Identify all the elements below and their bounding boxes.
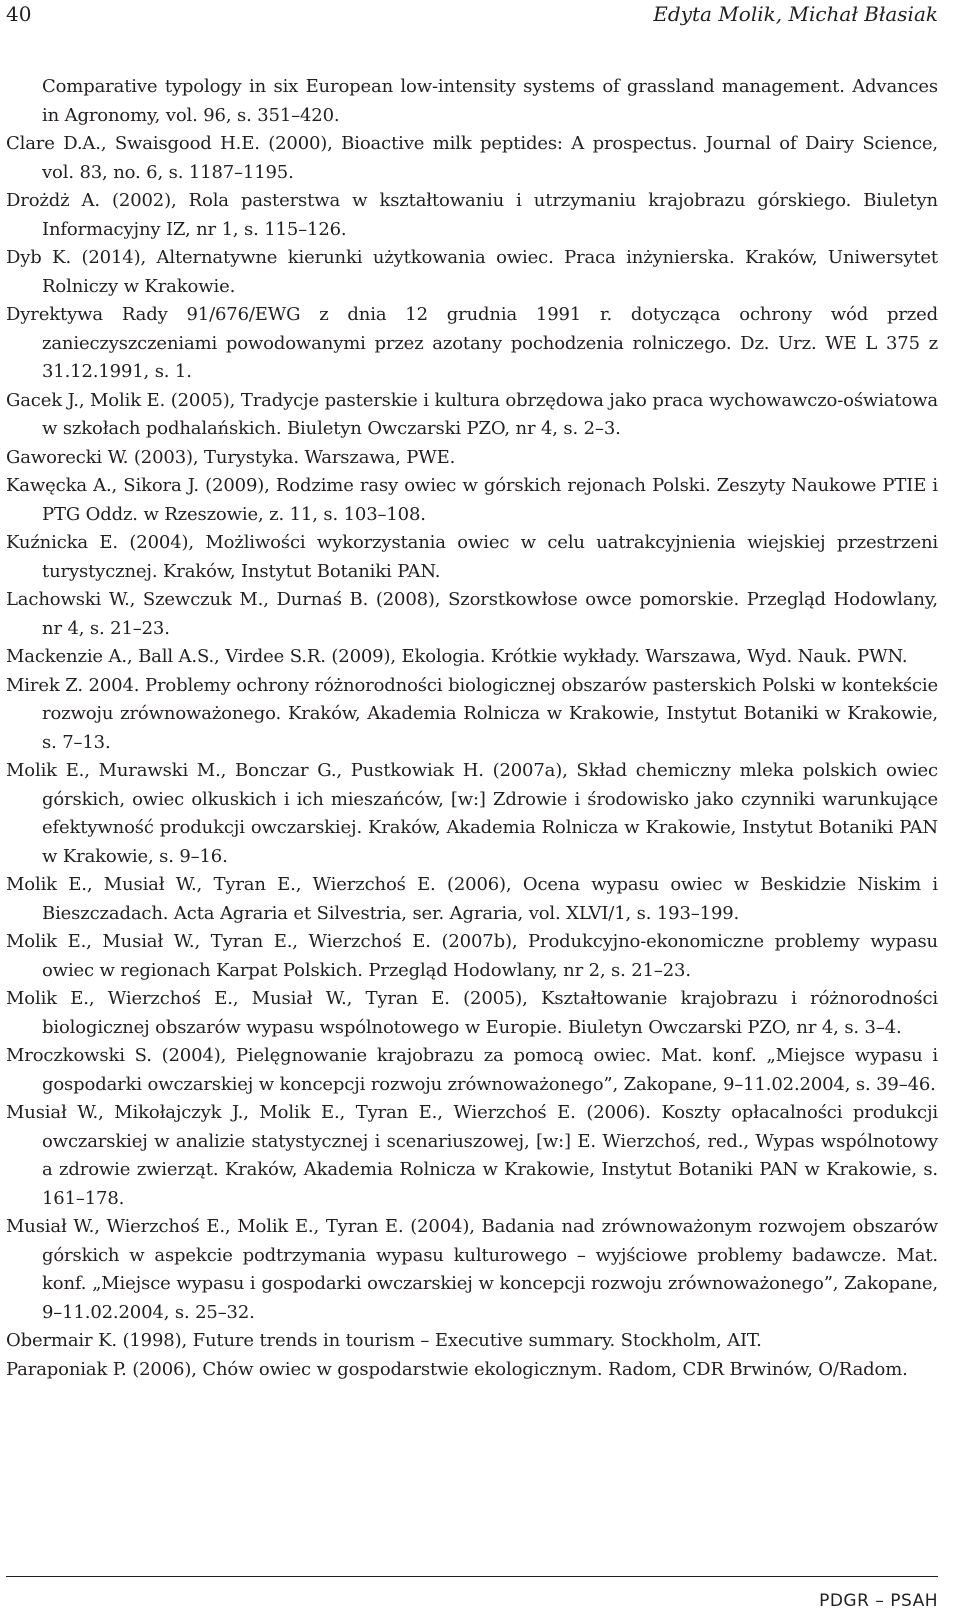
reference-entry: Dyrektywa Rady 91/676/EWG z dnia 12 grudnia 1991 r. dotycząca ochrony wód przed zanieczyszczeniami powodowanymi przez azotany pochodzenia rolniczego. Dz. Urz. WE L 375 z 31.12.1991, s. 1.	[6, 304, 938, 382]
reference-entry: Molik E., Wierzchoś E., Musiał W., Tyran E. (2005), Kształtowanie krajobrazu i różnorodności biologicznej obszarów wypasu wspólnotowego w Europie. Biuletyn Owczarski PZO, nr 4, s. 3–4.	[6, 988, 938, 1038]
reference-entry: Lachowski W., Szewczuk M., Durnaś B. (2008), Szorstkowłose owce pomorskie. Przegląd Hodowlany, nr 4, s. 21–23.	[6, 589, 938, 639]
reference-entry: Molik E., Murawski M., Bonczar G., Pustkowiak H. (2007a), Skład chemiczny mleka polskich owiec górskich, owiec olkuskich i ich mieszańców, [w:] Zdrowie i środowisko jako czynniki warunkujące efektywność produkcji owczarskiej. Kraków, Akademia Rolnicza w Krakowie, Instytut Botaniki PAN w Krakowie, s. 9–16.	[6, 760, 938, 867]
reference-entry: Musiał W., Mikołajczyk J., Molik E., Tyran E., Wierzchoś E. (2006). Koszty opłacalności produkcji owczarskiej w analizie statystycznej i scenariuszowej, [w:] E. Wierzchoś, red., Wypas wspólnotowy a zdrowie zwierząt. Kraków, Akademia Rolnicza w Krakowie, Instytut Botaniki PAN w Krakowie, s. 161–178.	[6, 1102, 938, 1209]
reference-entry: Kuźnicka E. (2004), Możliwości wykorzystania owiec w celu uatrakcyjnienia wiejskiej przestrzeni turystycznej. Kraków, Instytut Botaniki PAN.	[6, 532, 938, 582]
reference-entry: Dyb K. (2014), Alternatywne kierunki użytkowania owiec. Praca inżynierska. Kraków, Uniwersytet Rolniczy w Krakowie.	[6, 247, 938, 297]
footer-label: PDGR – PSAH	[819, 1591, 938, 1611]
reference-list	[6, 73, 938, 1384]
reference-entry: Mroczkowski S. (2004), Pielęgnowanie krajobrazu za pomocą owiec. Mat. konf. „Miejsce wypasu i gospodarki owczarskiej w koncepcji rozwoju zrównoważonego”, Zakopane, 9–11.02.2004, s. 39–46.	[6, 1045, 938, 1095]
reference-entry: Clare D.A., Swaisgood H.E. (2000), Bioactive milk peptides: A prospectus. Journal of Dairy Science, vol. 83, no. 6, s. 1187–1195.	[6, 133, 938, 183]
reference-entry: Molik E., Musiał W., Tyran E., Wierzchoś E. (2007b), Produkcyjno-ekonomiczne problemy wypasu owiec w regionach Karpat Polskich. Przegląd Hodowlany, nr 2, s. 21–23.	[6, 931, 938, 981]
reference-entry: Molik E., Musiał W., Tyran E., Wierzchoś E. (2006), Ocena wypasu owiec w Beskidzie Niskim i Bieszczadach. Acta Agraria et Silvestria, ser. Agraria, vol. XLVI/1, s. 193–199.	[6, 874, 938, 924]
reference-entry: Mackenzie A., Ball A.S., Virdee S.R. (2009), Ekologia. Krótkie wykłady. Warszawa, Wyd. Nauk. PWN.	[6, 646, 908, 667]
reference-entry: Kawęcka A., Sikora J. (2009), Rodzime rasy owiec w górskich rejonach Polski. Zeszyty Naukowe PTIE i PTG Oddz. w Rzeszowie, z. 11, s. 103–108.	[6, 475, 938, 525]
reference-entry: Gaworecki W. (2003), Turystyka. Warszawa, PWE.	[6, 446, 456, 468]
reference-entry: Mirek Z. 2004. Problemy ochrony różnorodności biologicznej obszarów pasterskich Polski w kontekście rozwoju zrównoważonego. Kraków, Akademia Rolnicza w Krakowie, Instytut Botaniki w Krakowie, s. 7–13.	[6, 674, 938, 753]
footer-rule	[6, 1576, 938, 1577]
page-number: 40	[6, 2, 32, 26]
reference-entry: Obermair K. (1998), Future trends in tourism – Executive summary. Stockholm, AIT.	[6, 1330, 762, 1351]
reference-entry: Comparative typology in six European low-intensity systems of grassland management. Advances in Agronomy, vol. 96, s. 351–420.	[42, 76, 938, 126]
reference-entry: Paraponiak P. (2006), Chów owiec w gospodarstwie ekologicznym. Radom, CDR Brwinów, O/Radom.	[6, 1358, 908, 1380]
reference-entry: Musiał W., Wierzchoś E., Molik E., Tyran E. (2004), Badania nad zrównoważonym rozwojem obszarów górskich w aspekcie podtrzymania wypasu kulturowego – wyjściowe problemy badawcze. Mat. konf. „Miejsce wypasu i gospodarki owczarskiej w koncepcji rozwoju zrównoważonego”, Zakopane, 9–11.02.2004, s. 25–32.	[6, 1216, 938, 1323]
reference-entry: Drożdż A. (2002), Rola pasterstwa w kształtowaniu i utrzymaniu krajobrazu górskiego. Biuletyn Informacyjny IZ, nr 1, s. 115–126.	[6, 190, 938, 240]
running-head: Edyta Molik, Michał Błasiak	[653, 2, 938, 26]
reference-entry: Gacek J., Molik E. (2005), Tradycje pasterskie i kultura obrzędowa jako praca wychowawczo-oświatowa w szkołach podhalańskich. Biuletyn Owczarski PZO, nr 4, s. 2–3.	[6, 389, 938, 439]
